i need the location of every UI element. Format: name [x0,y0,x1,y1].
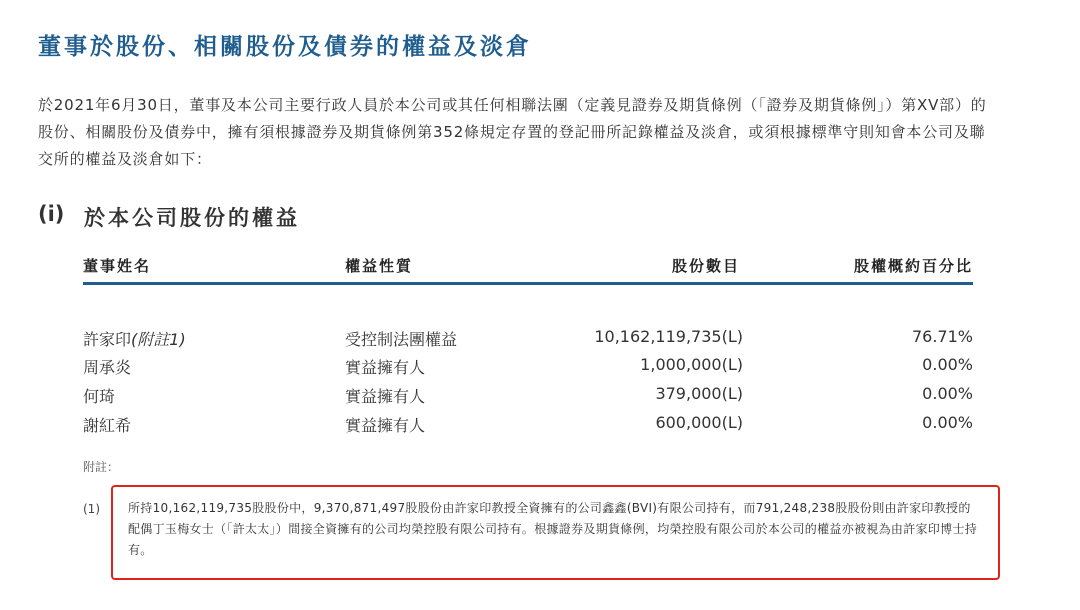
interest-nature: 受控制法團權益 [345,330,458,349]
intro-paragraph: 於2021年6月30日，董事及本公司主要行政人員於本公司或其任何相聯法團（定義見證券及期貨條例（「證券及期貨條例」）第XV部）的股份、相關股份及債券中，擁有須根據證券及期貨條例第352條規定存置的登記冊所記錄權益及淡倉，或須根據標準守則知會本公司及聯交所的權益及淡倉如下： [38,96,987,168]
share-percentage: 0.00% [922,413,973,432]
share-count: 379,000(L) [655,384,743,403]
section-title: 於本公司股份的權益 [84,206,300,230]
share-percentage: 0.00% [922,384,973,403]
share-count: 600,000(L) [655,413,743,432]
share-percentage: 76.71% [911,327,973,346]
table-row [0,413,1080,441]
header-rule [83,282,973,285]
note-number: (1) [83,502,100,516]
page-title: 董事於股份、相關股份及債券的權益及淡倉 [38,34,532,60]
notes-title: 附註： [83,460,120,474]
highlight-box [111,485,1000,580]
director-name: 許家印(附註1) [83,330,186,349]
header-percentage: 股權概約百分比 [853,257,973,275]
header-nature: 權益性質 [345,257,414,275]
interest-nature: 實益擁有人 [345,416,426,435]
director-name: 謝紅希 [83,416,132,435]
note-text: 所持10,162,119,735股股份中，9,370,871,497股股份由許家印教授全資擁有的公司鑫鑫(BVI)有限公司持有，而791,248,238股股份則由許家印教授的配偶丁玉梅女士（「許太太」）間接全資擁有的公司均榮控股有限公司持有。根據證券及期貨條例，均榮控股有限公司於本公司的權益亦被視為由許家印博士持有。 [128,501,978,557]
share-percentage: 0.00% [922,355,973,374]
table-row [0,327,1080,355]
director-name: 周承炎 [83,358,132,377]
share-count: 10,162,119,735(L) [594,327,743,346]
interest-nature: 實益擁有人 [345,358,426,377]
note-reference: (附註1) [131,330,186,349]
section-number: (i) [38,202,65,226]
table-row [0,384,1080,412]
header-director-name: 董事姓名 [83,257,152,275]
interest-nature: 實益擁有人 [345,387,426,406]
table-row [0,355,1080,383]
header-shares: 股份數目 [671,257,740,275]
share-count: 1,000,000(L) [640,355,743,374]
director-name: 何琦 [83,387,116,406]
